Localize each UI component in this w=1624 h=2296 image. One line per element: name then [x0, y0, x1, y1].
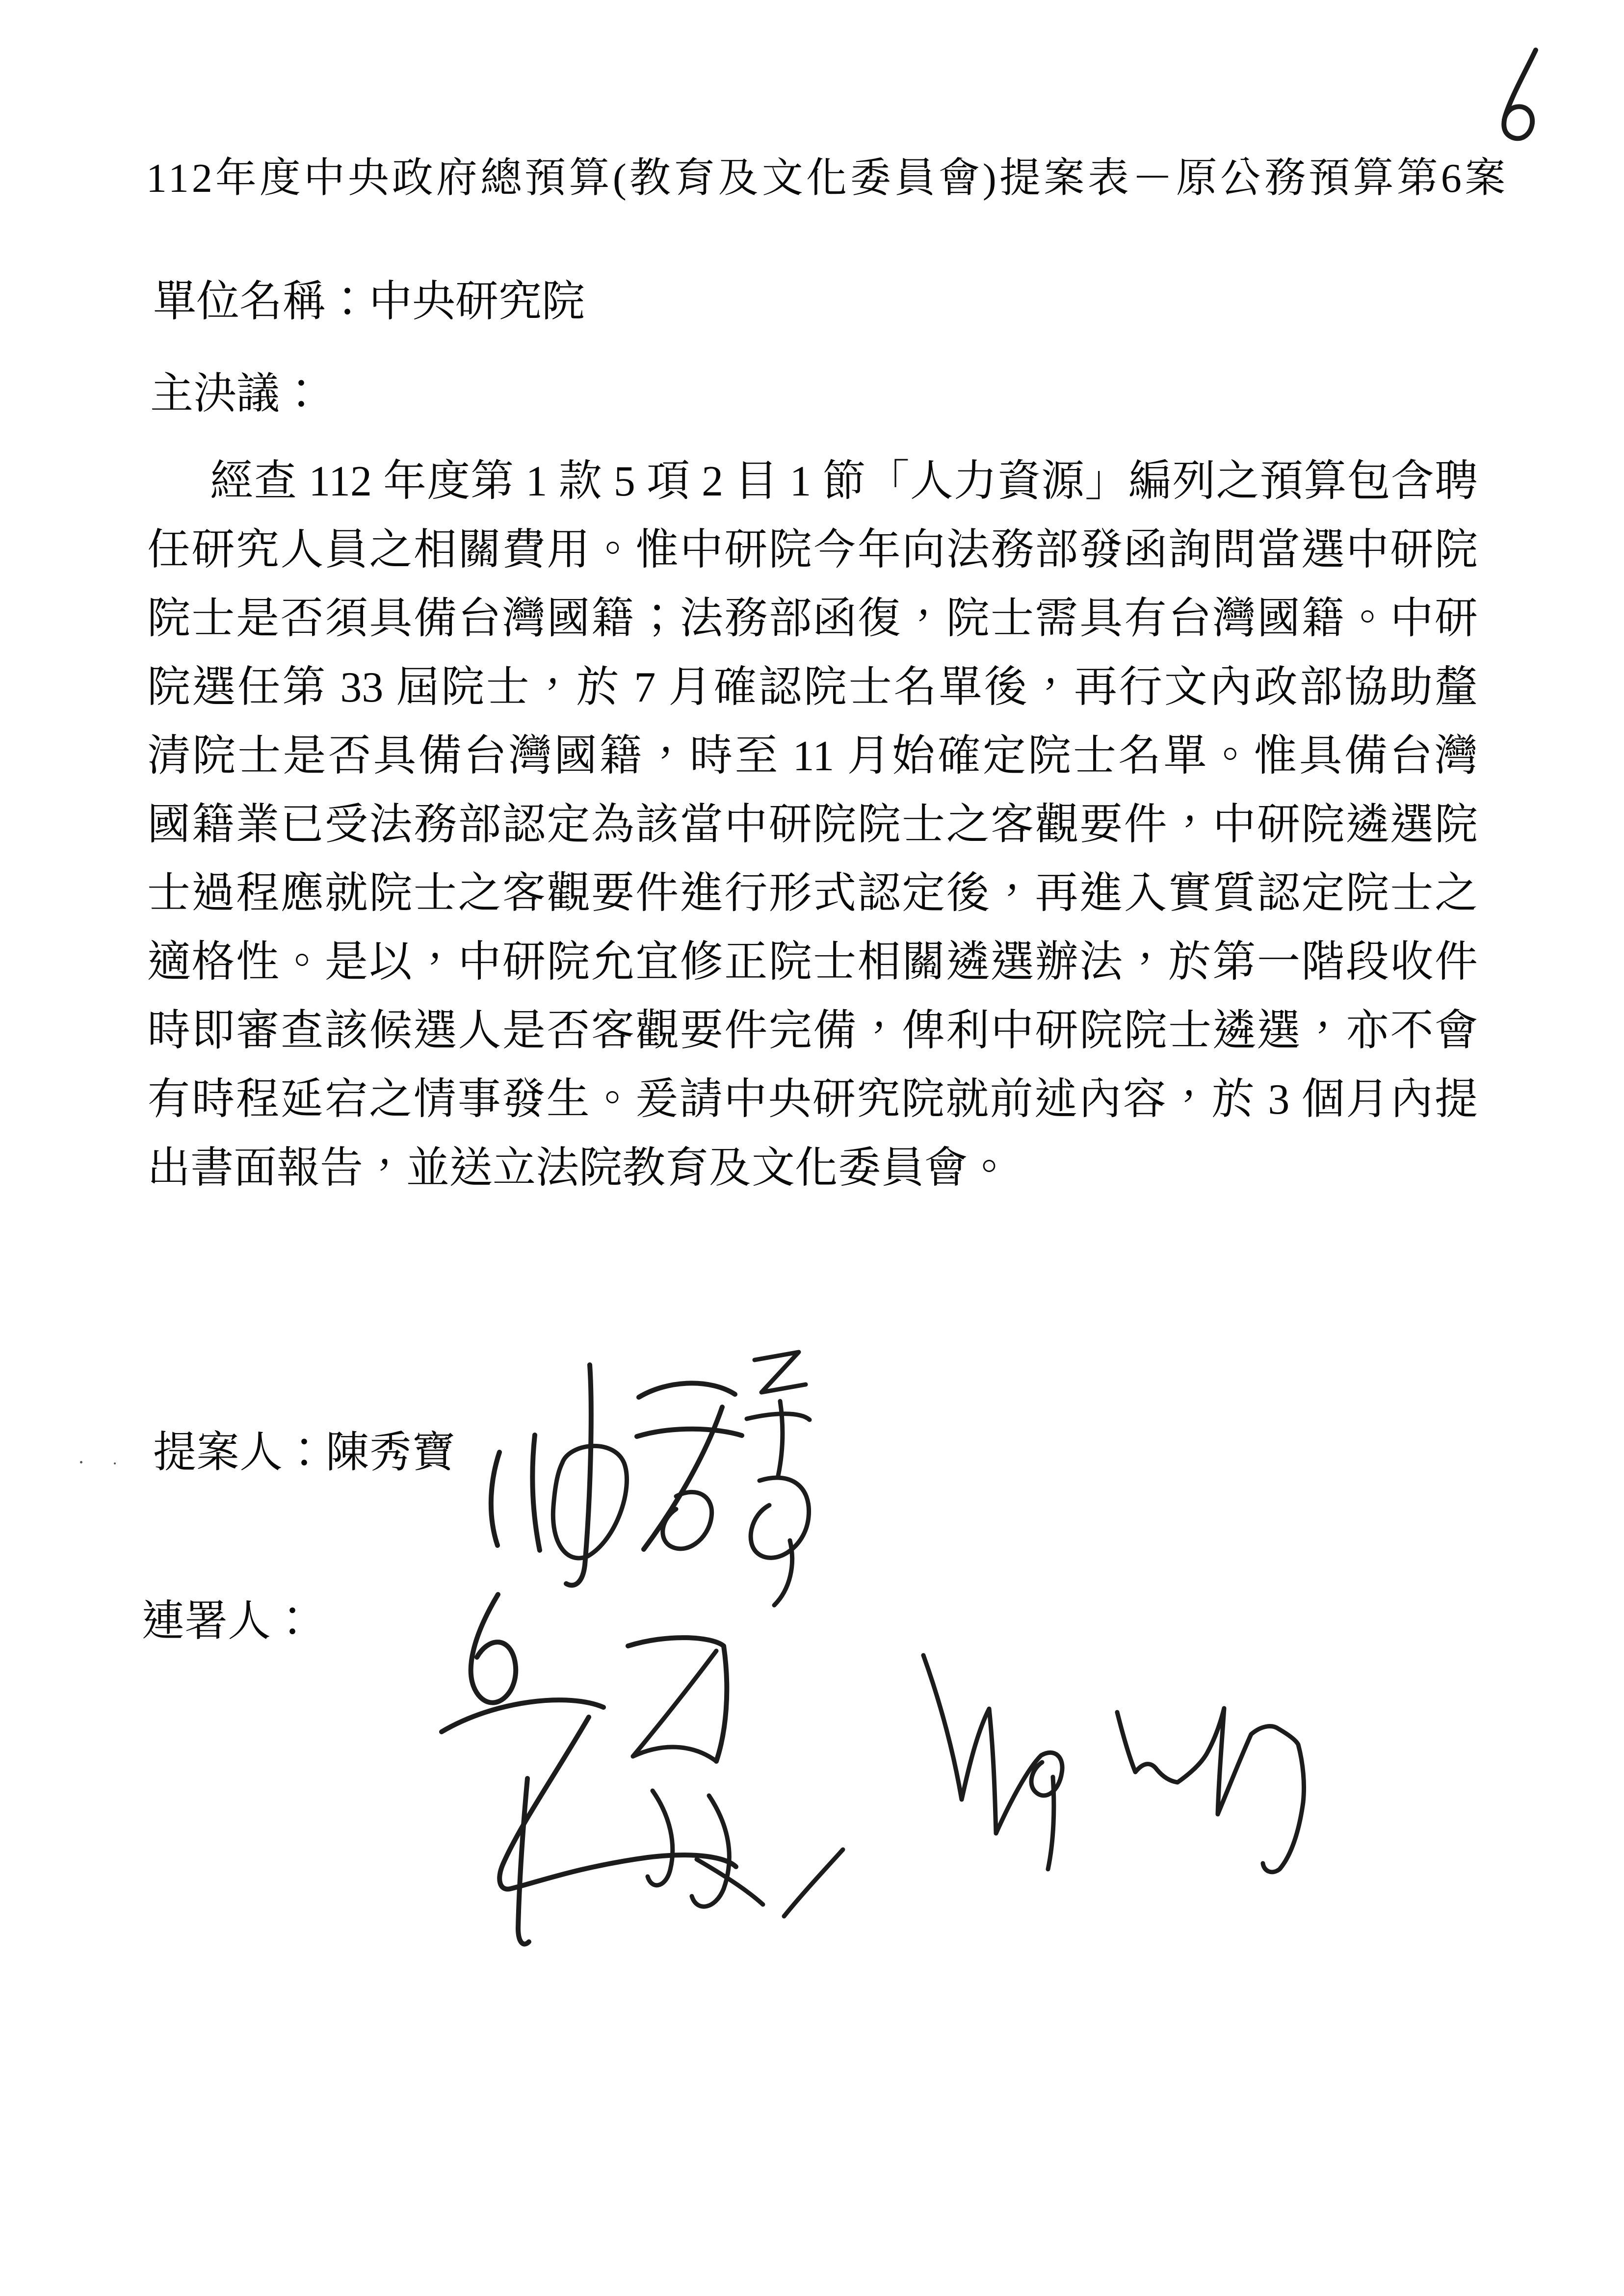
body-line: 清院士是否具備台灣國籍，時至 11 月始確定院士名單。惟具備台灣 [147, 732, 1478, 780]
body-line: 任研究人員之相關費用。惟中研院今年向法務部發函詢問當選中研院 [147, 526, 1478, 574]
body-line: 院士是否須具備台灣國籍；法務部函復，院士需具有台灣國籍。中研 [147, 595, 1478, 643]
proposer-name: 陳秀寶 [326, 1429, 456, 1477]
body-line: 國籍業已受法務部認定為該當中研院院士之客觀要件，中研院遴選院 [147, 801, 1478, 849]
document-title: 112年度中央政府總預算(教育及文化委員會)提案表－原公務預算第6案 [146, 156, 1509, 201]
scan-speck [114, 1462, 116, 1464]
handwritten-page-number [1486, 44, 1554, 147]
proposer-label: 提案人： [153, 1429, 326, 1477]
body-line: 有時程延宕之情事發生。爰請中央研究院就前述內容，於 3 個月內提 [147, 1076, 1478, 1123]
unit-name-line [153, 280, 585, 325]
cosigner-label: 連署人： [141, 1598, 314, 1645]
cosigner-signature-2 [780, 1644, 1315, 1928]
scan-speck [80, 1461, 82, 1463]
resolution-heading: 主決議： [150, 370, 323, 418]
body-line: 出書面報告，並送立法院教育及文化委員會。 [147, 1145, 1011, 1192]
body-line: 院選任第 33 屆院士，於 7 月確認院士名單後，再行文內政部協助釐 [147, 664, 1478, 711]
body-line: 經查 112 年度第 1 款 5 項 2 目 1 節「人力資源」編列之預算包含聘 [210, 458, 1478, 505]
proposer-signature [466, 1334, 819, 1619]
cosigner-signature-1 [422, 1585, 765, 1953]
unit-name-value: 中央研究院 [369, 278, 585, 326]
body-line: 適格性。是以，中研院允宜修正院士相關遴選辦法，於第一階段收件 [147, 939, 1478, 986]
body-line: 時即審查該候選人是否客觀要件完備，俾利中研院院士遴選，亦不會 [147, 1007, 1478, 1055]
proposer-line [153, 1431, 455, 1476]
resolution-body [147, 447, 1478, 1203]
body-line: 士過程應就院士之客觀要件進行形式認定後，再進入實質認定院士之 [147, 870, 1478, 917]
unit-name-label: 單位名稱： [153, 278, 369, 326]
